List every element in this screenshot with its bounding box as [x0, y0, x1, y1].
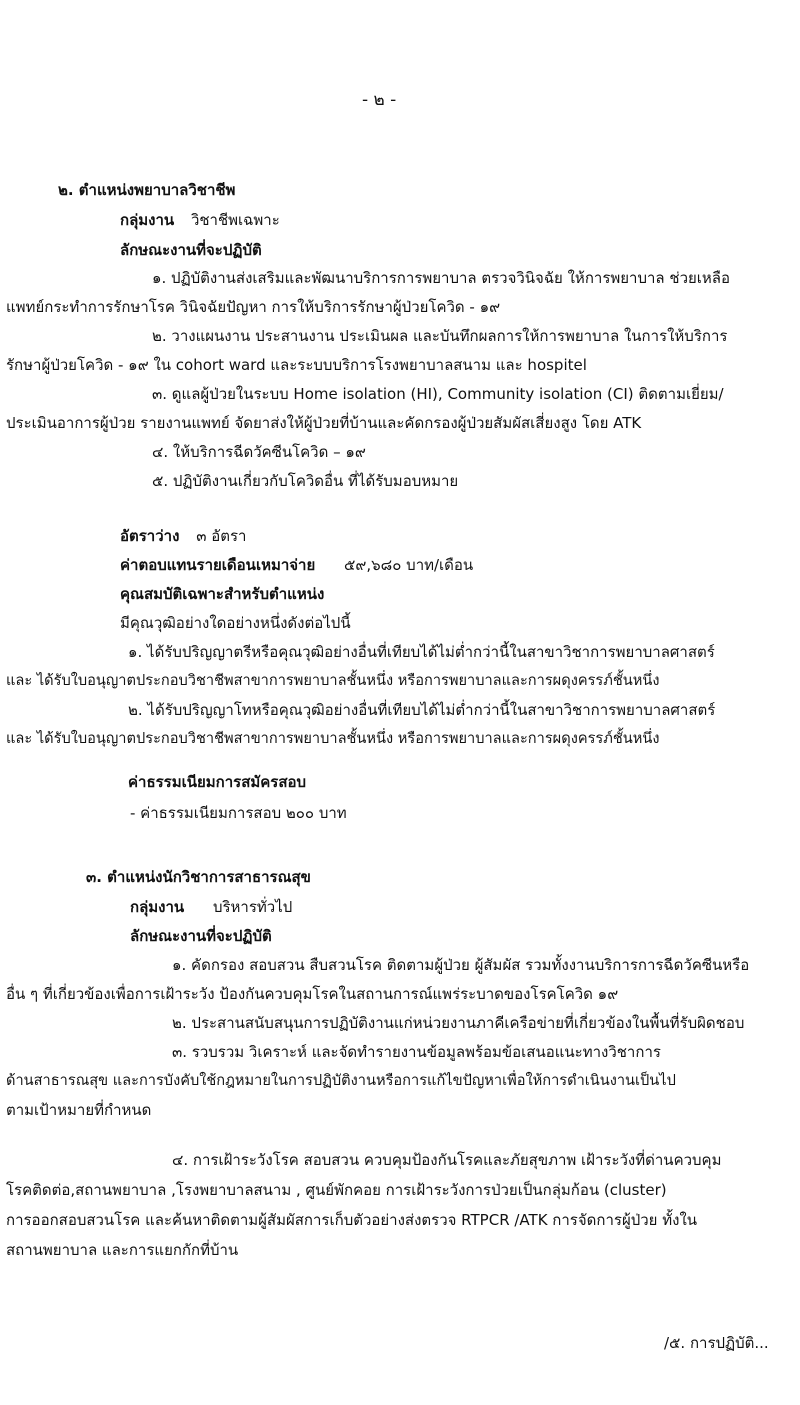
continuation-note: /๕. การปฏิบัติ...	[664, 1334, 769, 1352]
section-3-duty-line: ๑. คัดกรอง สอบสวน สืบสวนโรค ติดตามผู้ป่วย ผู้สัมผัส รวมทั้งงานบริการการฉีดวัคซีนหรือ	[172, 956, 750, 974]
pay-label: ค่าตอบแทนรายเดือนเหมาจ่าย	[120, 556, 316, 574]
fee-item: - ค่าธรรมเนียมการสอบ ๒๐๐ บาท	[130, 804, 347, 822]
vacancy-value: ๓ อัตรา	[196, 527, 247, 545]
section-3-duty-line: ๔. การเฝ้าระวังโรค สอบสวน ควบคุมป้องกันโรคและภัยสุขภาพ เฝ้าระวังที่ด่านควบคุม	[172, 1151, 722, 1169]
section-3-title: ๓. ตำแหน่งนักวิชาการสาธารณสุข	[86, 868, 311, 886]
section-2-duty-line: รักษาผู้ป่วยโควิด - ๑๙ ใน cohort ward และระบบบริการโรงพยาบาลสนาม และ hospitel	[6, 356, 587, 374]
section-2-duty-line: ๕. ปฏิบัติงานเกี่ยวกับโควิดอื่น ที่ได้รับมอบหมาย	[152, 472, 459, 490]
group-label: กลุ่มงาน	[120, 211, 175, 229]
section-3-group	[130, 897, 292, 917]
pay-value: ๕๙,๖๘๐ บาท/เดือน	[344, 556, 474, 574]
vacancy-label: อัตราว่าง	[120, 527, 180, 545]
group-label: กลุ่มงาน	[130, 898, 185, 916]
section-2-group	[120, 210, 280, 230]
section-3-duties-heading: ลักษณะงานที่จะปฏิบัติ	[130, 927, 272, 945]
section-2-duty-line: ๔. ให้บริการฉีดวัคซีนโควิด – ๑๙	[152, 443, 366, 461]
section-2-duty-line: ๑. ปฏิบัติงานส่งเสริมและพัฒนาบริการการพยาบาล ตรวจวินิจฉัย ให้การพยาบาล ช่วยเหลือ	[152, 269, 730, 287]
vacancy-line	[120, 526, 246, 546]
qualification-line: และ ได้รับใบอนุญาตประกอบวิชาชีพสาขาการพยาบาลชั้นหนึ่ง หรือการพยาบาลและการผดุงครรภ์ชั้นหนึ่ง	[6, 730, 660, 747]
group-value: บริหารทั่วไป	[212, 898, 293, 916]
section-3-duty-line: อื่น ๆ ที่เกี่ยวข้องเพื่อการเฝ้าระวัง ป้องกันควบคุมโรคในสถานการณ์แพร่ระบาดของโรคโควิด ๑๙	[6, 985, 619, 1003]
section-2-title: ๒. ตำแหน่งพยาบาลวิชาชีพ	[58, 181, 236, 199]
pay-line	[120, 555, 473, 575]
section-3-duty-line: ด้านสาธารณสุข และการบังคับใช้กฎหมายในการปฏิบัติงานหรือการแก้ไขปัญหาเพื่อให้การดำเนินงานเป็นไป	[6, 1072, 676, 1089]
qualification-line: และ ได้รับใบอนุญาตประกอบวิชาชีพสาขาการพยาบาลชั้นหนึ่ง หรือการพยาบาลและการผดุงครรภ์ชั้นหนึ่ง	[6, 672, 660, 689]
fee-heading: ค่าธรรมเนียมการสมัครสอบ	[128, 773, 307, 791]
section-3-duty-line: ตามเป้าหมายที่กำหนด	[6, 1101, 152, 1119]
section-2-duty-line: ๒. วางแผนงาน ประสานงาน ประเมินผล และบันทึกผลการให้การพยาบาล ในการให้บริการ	[152, 327, 728, 345]
section-3-duty-line: ๓. รวบรวม วิเคราะห์ และจัดทำรายงานข้อมูลพร้อมข้อเสนอแนะทางวิชาการ	[172, 1043, 661, 1061]
group-value: วิชาชีพเฉพาะ	[190, 211, 280, 229]
page-number: - ๒ -	[362, 90, 397, 110]
qualification-heading: คุณสมบัติเฉพาะสำหรับตำแหน่ง	[120, 585, 325, 603]
section-3-duty-line: การออกสอบสวนโรค และค้นหาติดตามผู้สัมผัสการเก็บตัวอย่างส่งตรวจ RTPCR /ATK การจัดการผู้ป่วย ทั้งใน	[6, 1211, 698, 1229]
section-2-duties-heading: ลักษณะงานที่จะปฏิบัติ	[120, 241, 262, 259]
section-2-duty-line: ประเมินอาการผู้ป่วย รายงานแพทย์ จัดยาส่งให้ผู้ป่วยที่บ้านและคัดกรองผู้ป่วยสัมผัสเสี่ยงสูง โดย ATK	[6, 414, 642, 432]
qualification-line: ๒. ได้รับปริญญาโทหรือคุณวุฒิอย่างอื่นที่เทียบได้ไม่ต่ำกว่านี้ในสาขาวิชาการพยาบาลศาสตร์	[128, 701, 716, 719]
qualification-intro: มีคุณวุฒิอย่างใดอย่างหนึ่งดังต่อไปนี้	[120, 614, 351, 632]
section-3-duty-line: ๒. ประสานสนับสนุนการปฏิบัติงานแก่หน่วยงานภาคีเครือข่ายที่เกี่ยวข้องในพื้นที่รับผิดชอบ	[172, 1014, 745, 1032]
section-3-duty-line: โรคติดต่อ,สถานพยาบาล ,โรงพยาบาลสนาม , ศูนย์พักคอย การเฝ้าระวังการป่วยเป็นกลุ่มก้อน (cluster)	[6, 1181, 667, 1199]
section-2-duty-line: แพทย์กระทำการรักษาโรค วินิจฉัยปัญหา การให้บริการรักษาผู้ป่วยโควิด - ๑๙	[6, 298, 501, 316]
section-3-duty-line: สถานพยาบาล และการแยกกักที่บ้าน	[6, 1241, 239, 1259]
qualification-line: ๑. ได้รับปริญญาตรีหรือคุณวุฒิอย่างอื่นที่เทียบได้ไม่ต่ำกว่านี้ในสาขาวิชาการพยาบาลศาสตร์	[128, 643, 715, 661]
section-2-duty-line: ๓. ดูแลผู้ป่วยในระบบ Home isolation (HI), Community isolation (CI) ติดตามเยี่ยม/	[152, 385, 724, 403]
